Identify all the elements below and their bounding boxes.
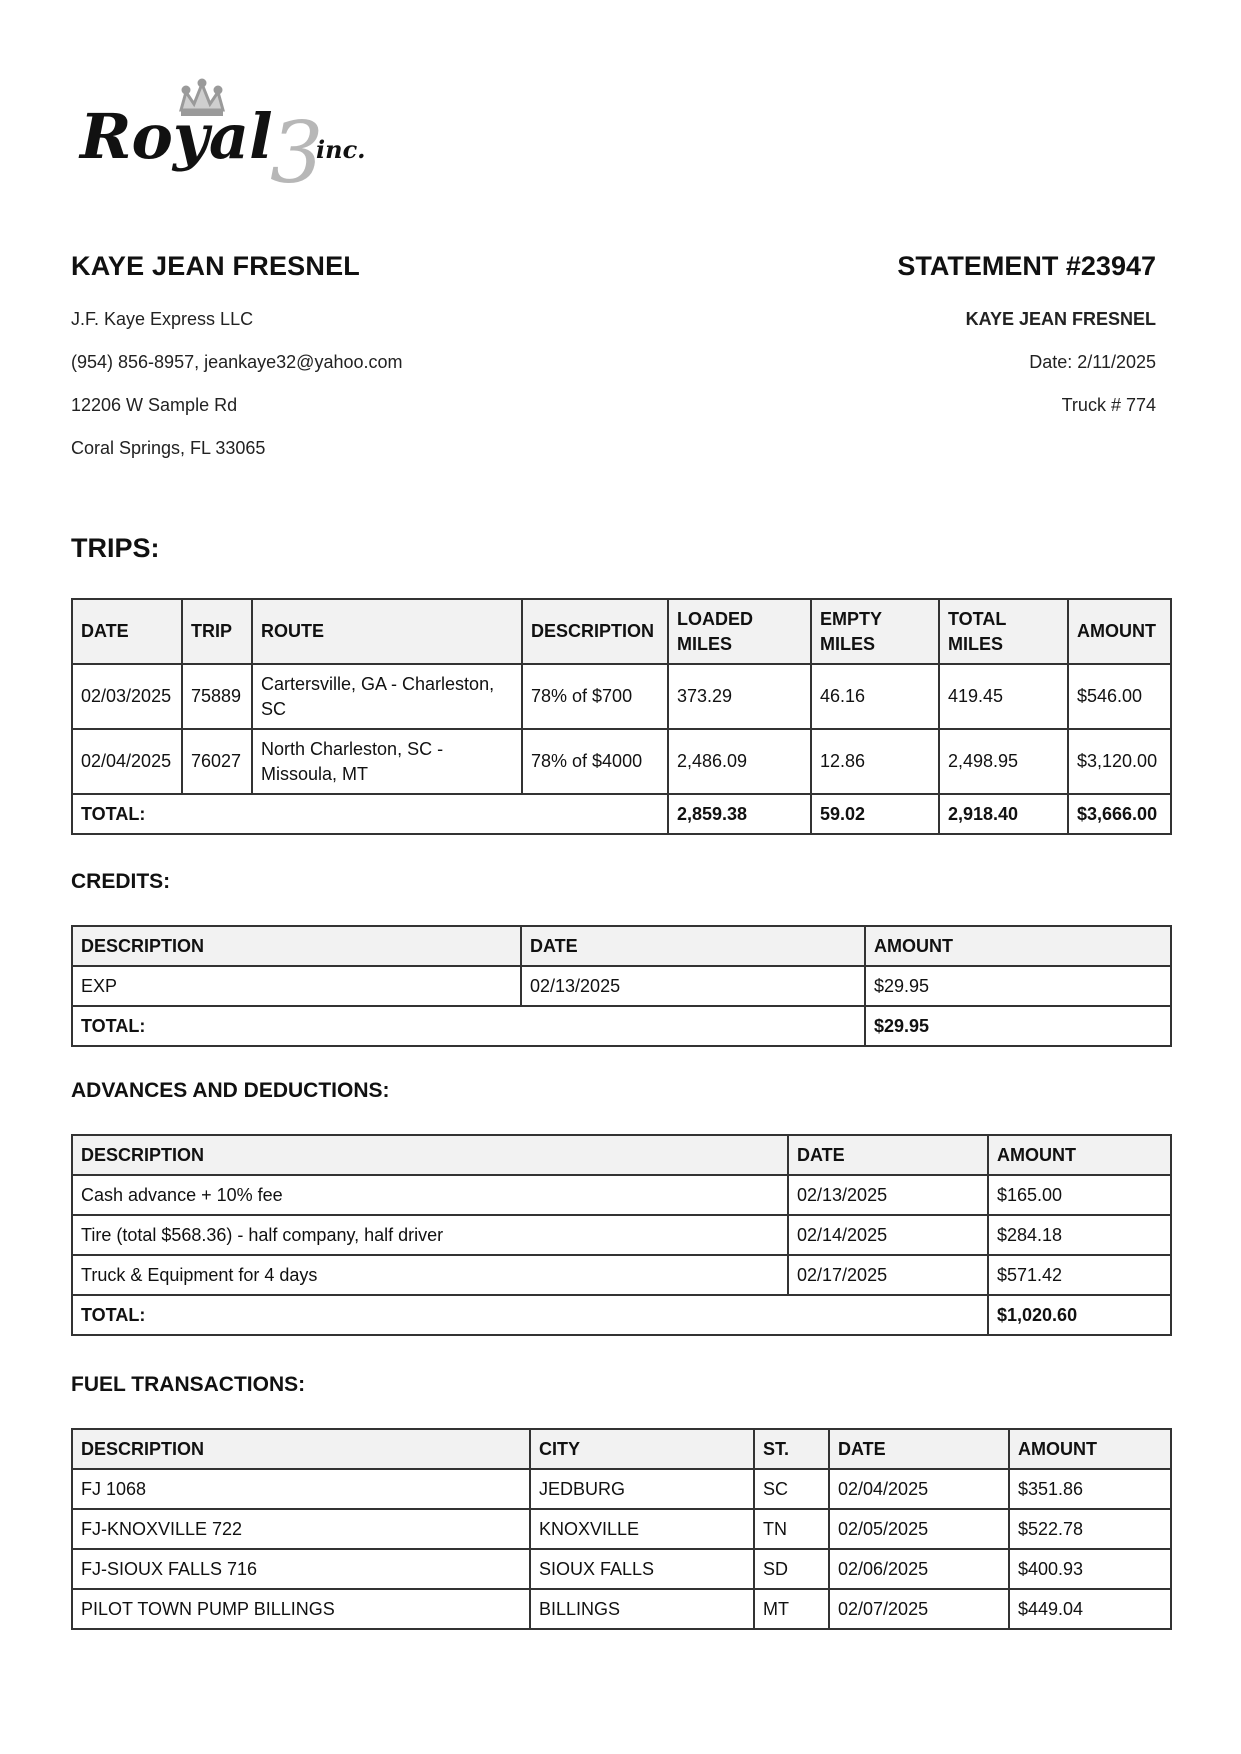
table-cell: FJ-SIOUX FALLS 716 (72, 1549, 530, 1589)
fuel-title: FUEL TRANSACTIONS: (71, 1373, 306, 1396)
column-header: ST. (754, 1429, 829, 1469)
total-row (72, 1006, 1171, 1046)
table-cell: 02/17/2025 (788, 1255, 988, 1295)
table-cell: 76027 (182, 729, 252, 794)
table-cell: 02/14/2025 (788, 1215, 988, 1255)
fuel-table (71, 1428, 1172, 1630)
table-row (72, 1255, 1171, 1295)
column-header: DESCRIPTION (522, 599, 668, 664)
table-cell: FJ-KNOXVILLE 722 (72, 1509, 530, 1549)
column-header: DESCRIPTION (72, 1429, 530, 1469)
column-header: TRIP (182, 599, 252, 664)
total-loaded-miles: 2,859.38 (668, 794, 811, 834)
table-row (72, 1215, 1171, 1255)
table-cell: $3,120.00 (1068, 729, 1171, 794)
advances-table (71, 1134, 1172, 1336)
table-cell: $284.18 (988, 1215, 1171, 1255)
total-amount: $3,666.00 (1068, 794, 1171, 834)
svg-text:Royal: Royal (80, 100, 273, 173)
table-cell: 2,498.95 (939, 729, 1068, 794)
table-cell: 78% of $700 (522, 664, 668, 729)
table-cell: 02/03/2025 (72, 664, 182, 729)
table-header-row (72, 1429, 1171, 1469)
statement-date: Date: 2/11/2025 (1029, 352, 1156, 372)
column-header: LOADED MILES (668, 599, 811, 664)
table-cell: 02/06/2025 (829, 1549, 1009, 1589)
total-empty-miles: 59.02 (811, 794, 939, 834)
table-row (72, 1589, 1171, 1629)
table-cell: 75889 (182, 664, 252, 729)
table-cell: 12.86 (811, 729, 939, 794)
svg-text:inc.: inc. (316, 135, 366, 164)
table-cell: 02/04/2025 (72, 729, 182, 794)
table-cell: Truck & Equipment for 4 days (72, 1255, 788, 1295)
table-cell: $29.95 (865, 966, 1171, 1006)
column-header: DATE (521, 926, 865, 966)
total-label: TOTAL: (72, 1295, 988, 1335)
table-cell: 02/07/2025 (829, 1589, 1009, 1629)
total-row (72, 794, 1171, 834)
statement-driver: KAYE JEAN FRESNEL (965, 309, 1156, 329)
total-amount: $1,020.60 (988, 1295, 1171, 1335)
table-cell: North Charleston, SC - Missoula, MT (252, 729, 522, 794)
table-cell: $449.04 (1009, 1589, 1171, 1629)
table-row (72, 1509, 1171, 1549)
table-header-row (72, 1135, 1171, 1175)
table-header-row (72, 926, 1171, 966)
truck-number: Truck # 774 (1061, 395, 1156, 415)
contact-info: (954) 856-8957, jeankaye32@yahoo.com (71, 352, 403, 372)
table-cell: KNOXVILLE (530, 1509, 754, 1549)
table-row (72, 664, 1171, 729)
table-cell: TN (754, 1509, 829, 1549)
column-header: AMOUNT (988, 1135, 1171, 1175)
table-cell: Cash advance + 10% fee (72, 1175, 788, 1215)
table-cell: PILOT TOWN PUMP BILLINGS (72, 1589, 530, 1629)
table-cell: 78% of $4000 (522, 729, 668, 794)
table-cell: 373.29 (668, 664, 811, 729)
table-cell: Tire (total $568.36) - half company, half driver (72, 1215, 788, 1255)
table-cell: $351.86 (1009, 1469, 1171, 1509)
column-header: CITY (530, 1429, 754, 1469)
column-header: AMOUNT (865, 926, 1171, 966)
column-header: ROUTE (252, 599, 522, 664)
column-header: AMOUNT (1009, 1429, 1171, 1469)
table-header-row (72, 599, 1171, 664)
credits-title: CREDITS: (71, 870, 171, 893)
table-row (72, 966, 1171, 1006)
table-cell: SIOUX FALLS (530, 1549, 754, 1589)
table-cell: $522.78 (1009, 1509, 1171, 1549)
table-cell: $165.00 (988, 1175, 1171, 1215)
table-row (72, 729, 1171, 794)
address-line-2: Coral Springs, FL 33065 (71, 438, 266, 458)
column-header: DATE (72, 599, 182, 664)
table-cell: JEDBURG (530, 1469, 754, 1509)
table-row (72, 1549, 1171, 1589)
table-cell: $571.42 (988, 1255, 1171, 1295)
trips-title: TRIPS: (71, 533, 160, 563)
company-name: J.F. Kaye Express LLC (71, 309, 254, 329)
total-amount: $29.95 (865, 1006, 1171, 1046)
column-header: DESCRIPTION (72, 1135, 788, 1175)
table-cell: BILLINGS (530, 1589, 754, 1629)
table-cell: 02/04/2025 (829, 1469, 1009, 1509)
trips-table (71, 598, 1172, 835)
table-cell: EXP (72, 966, 521, 1006)
credits-table (71, 925, 1172, 1047)
table-cell: $400.93 (1009, 1549, 1171, 1589)
column-header: AMOUNT (1068, 599, 1171, 664)
table-cell: Cartersville, GA - Charleston, SC (252, 664, 522, 729)
table-cell: FJ 1068 (72, 1469, 530, 1509)
table-cell: 2,486.09 (668, 729, 811, 794)
table-cell: 02/13/2025 (788, 1175, 988, 1215)
column-header: DATE (829, 1429, 1009, 1469)
table-cell: 419.45 (939, 664, 1068, 729)
table-row (72, 1469, 1171, 1509)
table-cell: 02/13/2025 (521, 966, 865, 1006)
column-header: TOTAL MILES (939, 599, 1068, 664)
table-cell: 02/05/2025 (829, 1509, 1009, 1549)
column-header: DATE (788, 1135, 988, 1175)
total-label: TOTAL: (72, 794, 668, 834)
advances-title: ADVANCES AND DEDUCTIONS: (71, 1079, 390, 1102)
address-line-1: 12206 W Sample Rd (71, 395, 238, 415)
column-header: DESCRIPTION (72, 926, 521, 966)
total-row (72, 1295, 1171, 1335)
company-logo (78, 78, 388, 190)
table-cell: SD (754, 1549, 829, 1589)
statement-number: STATEMENT #23947 (897, 251, 1156, 281)
table-cell: $546.00 (1068, 664, 1171, 729)
table-cell: SC (754, 1469, 829, 1509)
column-header: EMPTY MILES (811, 599, 939, 664)
table-cell: MT (754, 1589, 829, 1629)
svg-text:3: 3 (270, 104, 324, 190)
table-cell: 46.16 (811, 664, 939, 729)
total-label: TOTAL: (72, 1006, 865, 1046)
table-row (72, 1175, 1171, 1215)
total-total-miles: 2,918.40 (939, 794, 1068, 834)
driver-name-title: KAYE JEAN FRESNEL (71, 251, 360, 281)
